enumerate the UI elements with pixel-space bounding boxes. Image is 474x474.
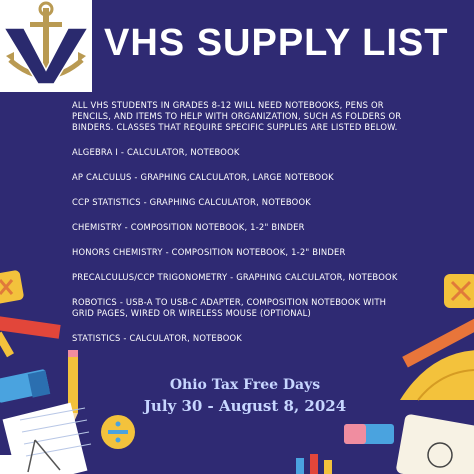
promo-line-2: July 30 - August 8, 2024	[143, 397, 347, 415]
ruler-icon	[0, 315, 61, 357]
eraser-icon	[0, 369, 50, 403]
list-item: CHEMISTRY - COMPOSITION NOTEBOOK, 1-2" BINDER	[72, 222, 305, 232]
page-title: VHS SUPPLY LIST	[104, 22, 449, 64]
list-item: CCP STATISTICS - GRAPHING CALCULATOR, NOTEBOOK	[72, 197, 311, 207]
list-item: PRECALCULUS/CCP TRIGONOMETRY - GRAPHING CALCULATOR, NOTEBOOK	[72, 272, 398, 282]
list-item: ROBOTICS - USB-A TO USB-C ADAPTER, COMPOSITION NOTEBOOK WITH GRID PAGES, WIRED OR WIRELESS MOUSE (OPTIONAL)	[72, 297, 387, 318]
divide-icon	[101, 415, 135, 449]
promo-line-1: Ohio Tax Free Days	[169, 377, 321, 393]
list-item: STATISTICS - CALCULATOR, NOTEBOOK	[72, 333, 243, 343]
sticky-note-icon	[0, 455, 22, 474]
notebook-icon	[395, 414, 474, 474]
intro-text: ALL VHS STUDENTS IN GRADES 8-12 WILL NEED NOTEBOOKS, PENS OR PENCILS, AND ITEMS TO HELP WITH ORGANIZATION, SUCH AS FOLDERS OR BINDERS. CLASSES THAT REQUIRE SPECIFIC SUPPLIES ARE LISTED BELOW.	[72, 100, 402, 132]
pencil-set-icon	[296, 454, 332, 474]
list-item: AP CALCULUS - GRAPHING CALCULATOR, LARGE NOTEBOOK	[72, 172, 334, 182]
eraser-icon	[344, 424, 394, 444]
multiply-icon	[444, 274, 474, 308]
multiply-icon	[0, 270, 24, 305]
list-item: ALGEBRA I - CALCULATOR, NOTEBOOK	[72, 147, 240, 157]
list-item: HONORS CHEMISTRY - COMPOSITION NOTEBOOK, 1-2" BINDER	[72, 247, 346, 257]
